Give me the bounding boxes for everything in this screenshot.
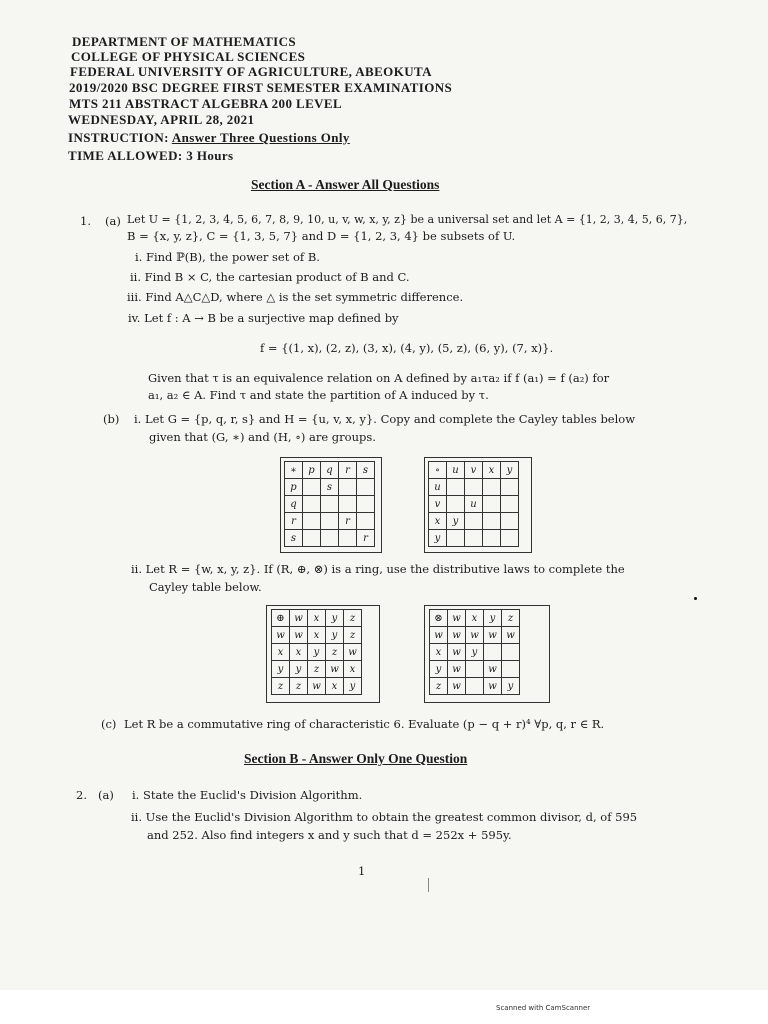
date-line: WEDNESDAY, APRIL 28, 2021 [68, 112, 255, 127]
cayley-cell [465, 530, 483, 547]
cayley-header-cell: z [272, 678, 290, 695]
exam-session-line: 2019/2020 BSC DEGREE FIRST SEMESTER EXAMINATIONS [69, 80, 453, 95]
cayley-cell [483, 513, 501, 530]
q2a-ii-line1: ii. Use the Euclid's Division Algorithm to obtain the greatest common divisor, d, of 595 [131, 810, 638, 824]
cayley-row [430, 627, 520, 644]
cayley-header-cell: w [448, 610, 466, 627]
cayley-cell: x [326, 678, 344, 695]
cayley-cell: x [308, 627, 326, 644]
cayley-row [272, 610, 362, 627]
cayley-cell [357, 496, 375, 513]
cayley-table-r-plus [271, 609, 362, 695]
cayley-header-cell: y [326, 610, 344, 627]
cayley-row [272, 627, 362, 644]
time-label: TIME ALLOWED: [68, 148, 183, 163]
q2-number: 2. [76, 788, 87, 802]
cayley-cell [321, 513, 339, 530]
cayley-cell: y [290, 661, 308, 678]
cayley-cell [357, 513, 375, 530]
cayley-cell: y [502, 678, 520, 695]
cayley-cell: r [339, 513, 357, 530]
time-line [68, 148, 234, 163]
cayley-header-cell: y [429, 530, 447, 547]
cayley-cell [502, 644, 520, 661]
cayley-header-cell: ∗ [285, 462, 303, 479]
cayley-cell [502, 661, 520, 678]
cayley-header-cell: u [447, 462, 465, 479]
cayley-cell [303, 530, 321, 547]
cayley-cell: y [466, 644, 484, 661]
cayley-cell: w [484, 678, 502, 695]
cayley-cell [357, 479, 375, 496]
time-text: 3 Hours [186, 148, 234, 163]
cayley-header-cell: r [285, 513, 303, 530]
scan-mark [428, 878, 429, 892]
scanner-watermark: Scanned with CamScanner [496, 1004, 591, 1012]
q1a-iv-map: f = {(1, x), (2, z), (3, x), (4, y), (5, z), (6, y), (7, x)}. [260, 341, 554, 355]
cayley-cell: w [448, 627, 466, 644]
instruction-line [68, 130, 350, 145]
cayley-header-cell: w [290, 610, 308, 627]
cayley-header-cell: y [272, 661, 290, 678]
cayley-row [430, 644, 520, 661]
cayley-header-cell: q [285, 496, 303, 513]
cayley-cell [339, 530, 357, 547]
cayley-header-cell: r [339, 462, 357, 479]
cayley-cell: z [290, 678, 308, 695]
cayley-row [429, 530, 519, 547]
cayley-row [285, 530, 375, 547]
cayley-row [429, 496, 519, 513]
cayley-header-cell: x [308, 610, 326, 627]
cayley-cell [483, 496, 501, 513]
instruction-label: INSTRUCTION: [68, 130, 169, 145]
cayley-cell [501, 530, 519, 547]
cayley-header-cell: y [484, 610, 502, 627]
q1a-iv: iv. Let f : A → B be a surjective map defined by [128, 311, 399, 325]
cayley-table-h [428, 461, 519, 547]
cayley-header-cell: v [465, 462, 483, 479]
cayley-header-cell: q [321, 462, 339, 479]
cayley-cell: z [308, 661, 326, 678]
department-line: DEPARTMENT OF MATHEMATICS [72, 34, 297, 49]
cayley-header-cell: w [272, 627, 290, 644]
cayley-cell [466, 661, 484, 678]
cayley-cell: w [290, 627, 308, 644]
cayley-cell [321, 530, 339, 547]
cayley-cell [501, 496, 519, 513]
cayley-header-cell: x [430, 644, 448, 661]
page-number: 1 [358, 864, 366, 878]
cayley-cell: y [308, 644, 326, 661]
cayley-row [430, 661, 520, 678]
q1a-iii: iii. Find A△C△D, where △ is the set symmetric difference. [127, 290, 464, 304]
cayley-cell [501, 479, 519, 496]
cayley-cell [483, 530, 501, 547]
q2a-i: i. State the Euclid's Division Algorithm. [132, 788, 363, 802]
cayley-header-cell: y [501, 462, 519, 479]
cayley-header-cell: s [285, 530, 303, 547]
section-a-title: Section A - Answer All Questions [251, 177, 440, 192]
cayley-cell [466, 678, 484, 695]
cayley-cell: z [326, 644, 344, 661]
cayley-cell [465, 513, 483, 530]
q1c-label: (c) [101, 717, 117, 731]
university-line: FEDERAL UNIVERSITY OF AGRICULTURE, ABEOKUTA [70, 64, 432, 79]
cayley-header-cell: z [502, 610, 520, 627]
q1b-ii-line2: Cayley table below. [149, 580, 262, 594]
cayley-header-cell: z [430, 678, 448, 695]
cayley-table-r-times [429, 609, 520, 695]
cayley-cell: y [344, 678, 362, 695]
cayley-header-cell: ∘ [429, 462, 447, 479]
cayley-cell [303, 513, 321, 530]
cayley-cell [483, 479, 501, 496]
cayley-cell [484, 644, 502, 661]
cayley-cell [303, 496, 321, 513]
cayley-cell [447, 479, 465, 496]
cayley-row [429, 513, 519, 530]
cayley-row [285, 479, 375, 496]
q1c-text: Let R be a commutative ring of characteristic 6. Evaluate (p − q + r)⁴ ∀p, q, r ∈ R. [124, 717, 605, 731]
q1b-i-line1: i. Let G = {p, q, r, s} and H = {u, v, x, y}. Copy and complete the Cayley tables below [134, 412, 636, 426]
cayley-row [429, 479, 519, 496]
cayley-cell [447, 530, 465, 547]
q1a-line2: B = {x, y, z}, C = {1, 3, 5, 7} and D = {1, 2, 3, 4} be subsets of U. [127, 229, 516, 243]
cayley-cell: w [484, 661, 502, 678]
cayley-cell: w [344, 644, 362, 661]
cayley-cell: x [290, 644, 308, 661]
cayley-cell: x [344, 661, 362, 678]
cayley-cell: w [466, 627, 484, 644]
q1-number: 1. [80, 214, 91, 228]
cayley-cell: w [448, 644, 466, 661]
cayley-row [285, 513, 375, 530]
cayley-header-cell: s [357, 462, 375, 479]
cayley-header-cell: w [430, 627, 448, 644]
cayley-header-cell: u [429, 479, 447, 496]
cayley-header-cell: x [466, 610, 484, 627]
cayley-cell: y [326, 627, 344, 644]
college-line: COLLEGE OF PHYSICAL SCIENCES [71, 49, 306, 64]
cayley-cell: z [344, 627, 362, 644]
cayley-cell: s [321, 479, 339, 496]
instruction-text: Answer Three Questions Only [171, 130, 350, 145]
cayley-header-cell: y [430, 661, 448, 678]
cayley-cell [303, 479, 321, 496]
cayley-row [272, 678, 362, 695]
q1a-i: i. Find ℙ(B), the power set of B. [135, 250, 320, 264]
q1b-label: (b) [103, 412, 120, 426]
q1b-i-line2: given that (G, ∗) and (H, ∘) are groups. [149, 430, 376, 444]
q2a-label: (a) [98, 788, 114, 802]
cayley-row [272, 644, 362, 661]
cayley-cell: u [465, 496, 483, 513]
cayley-row [285, 462, 375, 479]
cayley-row [272, 661, 362, 678]
cayley-header-cell: x [483, 462, 501, 479]
cayley-cell [321, 496, 339, 513]
q1a-iv-given2: a₁, a₂ ∈ A. Find τ and state the partition of A induced by τ. [148, 388, 489, 402]
q1b-ii-line1: ii. Let R = {w, x, y, z}. If (R, ⊕, ⊗) is a ring, use the distributive laws to complete the [131, 562, 625, 576]
cayley-header-cell: v [429, 496, 447, 513]
cayley-cell: w [448, 678, 466, 695]
cayley-cell: w [484, 627, 502, 644]
cayley-row [430, 678, 520, 695]
q1a-label: (a) [105, 214, 121, 228]
cayley-cell [339, 479, 357, 496]
cayley-cell: w [326, 661, 344, 678]
cayley-header-cell: p [303, 462, 321, 479]
cayley-row [285, 496, 375, 513]
cayley-header-cell: ⊕ [272, 610, 290, 627]
cayley-cell: r [357, 530, 375, 547]
cayley-cell: w [448, 661, 466, 678]
cayley-cell [501, 513, 519, 530]
cayley-row [429, 462, 519, 479]
cayley-header-cell: p [285, 479, 303, 496]
cayley-header-cell: ⊗ [430, 610, 448, 627]
cayley-cell: w [502, 627, 520, 644]
course-line: MTS 211 ABSTRACT ALGEBRA 200 LEVEL [69, 96, 343, 111]
cayley-cell [447, 496, 465, 513]
q1a-iv-given1: Given that τ is an equivalence relation on A defined by a₁τa₂ if f (a₁) = f (a₂) for [148, 371, 610, 385]
q1a-line1: Let U = {1, 2, 3, 4, 5, 6, 7, 8, 9, 10, u, v, w, x, y, z} be a universal set and let A = {1, 2, 3, 4, 5, 6, 7}, [127, 213, 688, 226]
cayley-cell [339, 496, 357, 513]
cayley-header-cell: z [344, 610, 362, 627]
cayley-cell: w [308, 678, 326, 695]
section-b-title: Section B - Answer Only One Question [244, 751, 468, 766]
cayley-row [430, 610, 520, 627]
cayley-cell [465, 479, 483, 496]
cayley-cell: y [447, 513, 465, 530]
speck-mark [694, 597, 697, 600]
cayley-header-cell: x [429, 513, 447, 530]
cayley-table-g [284, 461, 375, 547]
q1a-ii: ii. Find B × C, the cartesian product of B and C. [130, 270, 410, 284]
cayley-header-cell: x [272, 644, 290, 661]
q2a-ii-line2: and 252. Also find integers x and y such that d = 252x + 595y. [147, 828, 512, 842]
